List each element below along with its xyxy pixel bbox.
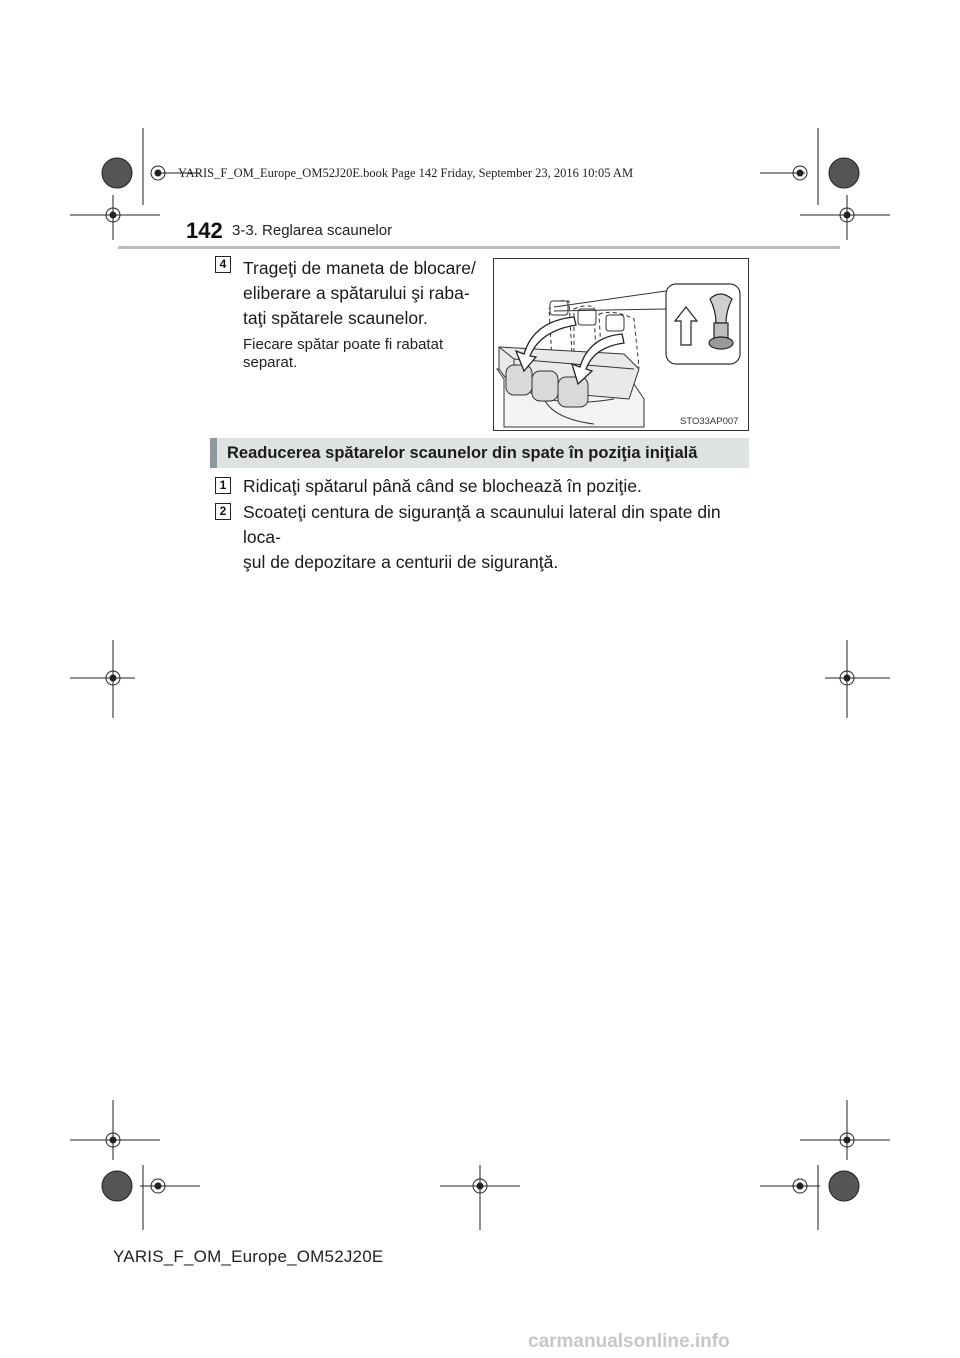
step-1-text [243, 474, 753, 499]
seat-fold-illustration [493, 258, 749, 431]
step-4-line: eliberare a spătarului şi raba- [243, 283, 470, 303]
note-line: separat. [243, 354, 298, 371]
section-title: 3-3. Reglarea scaunelor [232, 222, 393, 239]
step-4-line: Trageţi de maneta de blocare/ [243, 258, 476, 278]
subheading: Readucerea spătarelor scaunelor din spate în poziţia iniţială [210, 438, 749, 468]
step-1-line: Ridicaţi spătarul până când se blochează în poziţie. [243, 476, 642, 496]
step-badge-2: 2 [215, 503, 231, 520]
step-badge-4: 4 [215, 256, 231, 273]
page-number: 142 [186, 218, 223, 243]
watermark: carmanualsonline.info [528, 1331, 730, 1352]
step-4-text [243, 256, 478, 331]
step-2-text [243, 500, 753, 575]
step-badge-1: 1 [215, 477, 231, 494]
footer-doc-code: YARIS_F_OM_Europe_OM52J20E [113, 1247, 384, 1266]
step-4-note [243, 336, 478, 372]
step-4-line: taţi spătarele scaunelor. [243, 308, 428, 328]
step-2-line: şul de depozitare a centurii de siguranţă. [243, 552, 559, 572]
print-header: YARIS_F_OM_Europe_OM52J20E.book Page 142 Friday, September 23, 2016 10:05 AM [178, 166, 634, 180]
rear-seat-drawing [494, 259, 748, 430]
header-rule [118, 246, 840, 249]
note-line: Fiecare spătar poate fi rabatat [243, 336, 444, 353]
image-code: STO33AP007 [680, 416, 739, 427]
step-2-line: Scoateţi centura de siguranţă a scaunului lateral din spate din loca- [243, 502, 721, 547]
